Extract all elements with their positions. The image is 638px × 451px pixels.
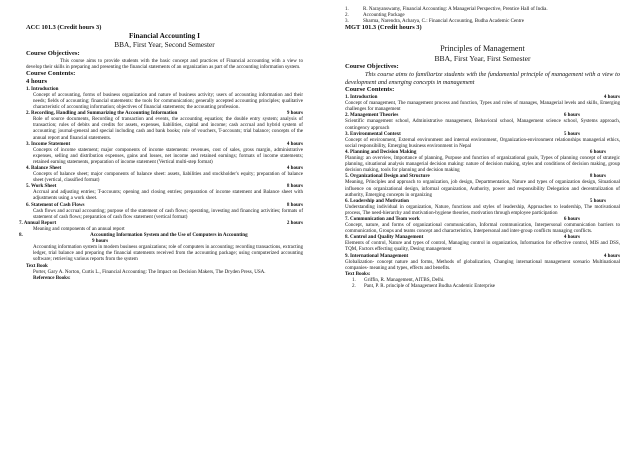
- acc-objectives-label: Course Objectives:: [26, 49, 80, 57]
- unit-hours: 4 hours: [286, 165, 303, 171]
- acc-reference-label: Reference Books:: [33, 274, 71, 281]
- textbook-number: 1.: [352, 276, 356, 283]
- unit-title: 4. Planning and Decision Making: [345, 148, 417, 155]
- unit-hours: 2 hours: [286, 219, 303, 226]
- mgt-unit-7: [345, 216, 620, 234]
- mgt-textbooks-label: Text Books:: [345, 270, 371, 277]
- mgt-objectives-text: This course aims to familiarize students with the fundamental principle of management with a view to development and emerging concepts in management: [345, 71, 620, 86]
- unit-title: 2. Management Theories: [345, 112, 399, 119]
- unit-text: Concept, nature, and forms of organizational communication, Informal communication, Interpersonal communication barriers to communication, Groups and teams concept and characteristics, Interpersonal and inter-group conflicts managing conflicts.: [345, 222, 620, 235]
- unit-text: Concepts of income statement; major components of income statements: revenues, cost of sales, gross margin, administrative expenses, selling and distribution expenses, gains and losses, net income and retained earnings; formats of income statements; retained earning statements, preparation of income statement (Vertical multi-step format): [33, 146, 303, 165]
- mgt-course-title: Principles of Management: [440, 44, 525, 54]
- ref-text: Accounting Package: [363, 12, 405, 19]
- unit-title: 5. Organizational Design and Structure: [345, 173, 430, 180]
- unit-text: Accounting information system in modern business organizations; role of computers in accounting; recording transactions, extracting ledger, trial balance and preparing the financial statements received from the accounting package; using computerized accounting software; retrieving various reports from the system: [33, 244, 303, 263]
- unit-title: 3. Environmental Context: [345, 130, 401, 137]
- acc-unit-8: [19, 232, 303, 263]
- textbook-text: Pant, P. R. principle of Management Budha Academic Enterprise: [364, 283, 496, 289]
- unit-text: Concept of accounting, forms of business organization and nature of business activity; users of accounting information and their needs; fields of accounting; financial statements: the tools for communication; generally accepted accounting principles; qualitative characteristic of accounting information; objectives of financial statements; the accounting profession.: [33, 91, 303, 111]
- unit-hours: 4 hours: [286, 140, 303, 147]
- list-item: [345, 283, 620, 289]
- right-column: [335, 0, 638, 451]
- unit-title: 5. Work Sheet: [26, 183, 57, 190]
- unit-hours: 4 hours: [603, 252, 620, 259]
- unit-title: 7. Annual Report: [19, 219, 57, 226]
- unit-hours: 4 hours: [563, 234, 580, 241]
- unit-text: Globalization- concept nature and forms, Methods of globalization, Changing international management scenario Multinational companies- meaning and types, effects and benefits.: [345, 258, 620, 271]
- unit-text: Cash flows and accrual accounting; purpose of the statement of cash flows; operating, investing and financing activities; formats of statement of cash flows; preparation of cash flow statement (vertical format): [33, 207, 303, 220]
- unit-title: 8. Control and Quality Management: [345, 234, 424, 241]
- ref-text: R. Narayanswamy, Financial Accounting: A Managerial Perspective, Prentice Hall of India.: [363, 6, 548, 12]
- textbook-text: Griffin, R. Management, AITBS, Delhi.: [364, 276, 445, 283]
- ref-number: 3.: [345, 18, 349, 25]
- mgt-unit-3: [345, 131, 620, 149]
- ref-number: 2.: [345, 12, 349, 19]
- acc-textbook: Porter, Gary A. Norton, Curtis L., Financial Accounting: The Impact on Decision Makers, The Dryden Press, USA.: [33, 268, 266, 275]
- acc-course-title: Financial Accounting I: [129, 31, 200, 40]
- mgt-unit-2: [345, 112, 620, 130]
- unit-text: Concept of management, The management process and function, Types and roles of manages, Managerial levels and skills, Emerging challenges for management: [345, 100, 620, 113]
- mgt-unit-4: [345, 149, 620, 173]
- unit-text: Concepts of balance sheet; major components of balance sheet: assets, liabilities and stockholder's equity; preparation of balance sheet (vertical, classified format): [33, 171, 303, 184]
- unit-text: Elements of control, Nature and types of control, Managing control in organization, Information for effective control, MIS and DSS, TQM, Factors effecting quality, Desing management: [345, 240, 620, 253]
- unit-text: Scientific management school, Administrative management, Behavioral school, Management science school, Systems approach, contingency approach: [345, 118, 620, 131]
- unit-hours: 8 hours: [286, 183, 303, 190]
- unit-title: 3. Income Statement: [26, 140, 71, 147]
- acc-textbook-label: Text Book: [26, 262, 48, 269]
- unit-title: 9. International Management: [345, 252, 409, 259]
- unit-text: Planning: an overview, Importance of planning, Purpose and function of organizational goals, Types of planning concept of strategic planning, situational analysis managerial decision making: nature of decision making, styles and conditions of decision making, group decision making, tools for planning and decision making: [345, 155, 620, 174]
- mgt-unit-9: [345, 253, 620, 271]
- unit-hours: 8 hours: [589, 173, 606, 180]
- acc-unit-1: [26, 86, 303, 110]
- mgt-unit-5: [345, 173, 620, 197]
- unit-title: Accounting Information System and the Use of Computers in Accounting: [90, 232, 248, 239]
- mgt-unit-8: [345, 234, 620, 252]
- acc-unit-3: [26, 141, 303, 165]
- mgt-objectives-label: Course Objectives:: [345, 63, 399, 71]
- mgt-unit-6: [345, 198, 620, 216]
- unit-text: Accrual and adjusting entries; T-accounts; opening and closing entries; preparation of income statement and Balance sheet with adjustments using a work sheet.: [33, 189, 303, 202]
- unit-hours: 5 hours: [563, 130, 580, 137]
- unit-hours: 4 hours: [603, 94, 620, 101]
- unit-title: 1. Introduction: [345, 94, 378, 101]
- unit-text: Meaning and components of an annual report: [33, 225, 125, 232]
- unit-title: 2. Recording, Handling and Summarizing the Accounting Information: [26, 110, 178, 117]
- unit-hours: 6 hours: [589, 148, 606, 155]
- unit-hours: 6 hours: [563, 112, 580, 119]
- unit-title: 6. Statement of Cash Flows: [26, 201, 85, 208]
- acc-unit-6: [26, 202, 303, 220]
- unit-hours: 8 hours: [286, 201, 303, 208]
- unit-title: 6. Leadership and Motivation: [345, 197, 409, 204]
- acc-objectives-text: This course aims to provide students with the basic concept and practices of Financial accounting with a view to develop their skills in preparing and presenting the financial statements of an organization as part of the accounting information system.: [26, 57, 303, 70]
- acc-course-subtitle: BBA, First Year, Second Semester: [114, 39, 215, 49]
- mgt-unit-1: [345, 94, 620, 112]
- unit-number: 8.: [19, 232, 23, 239]
- mgt-course-id: MGT 101.3 (Credit hours 3): [345, 24, 422, 32]
- mgt-course-subtitle: BBA, First Year, First Semester: [434, 53, 531, 63]
- textbook-number: 2.: [352, 283, 356, 289]
- acc-unit-4: [26, 165, 303, 183]
- mgt-contents-label: Course Contents:: [345, 86, 395, 94]
- acc-unit-2: [26, 110, 303, 140]
- acc-unit-7: [19, 219, 303, 232]
- unit-title: 7. Communication and Team work: [345, 215, 420, 222]
- unit-hours: 5 hours: [589, 197, 606, 204]
- unit-text: Meaning, Principles and approach to organization, job design, Departmentation, Nature and types of organization design, Situational influence on organizational design, informal organization, Authority, power and responsibility Delegation and decentralization of authority, Emerging concepts in organizing: [345, 179, 620, 198]
- unit-title: 4. Balance Sheet: [26, 165, 62, 171]
- unit-text: Role of source documents, Recording of transaction and events, the accounting equation; the double entry system; analysis of transaction; rules of debits and credits for assets, expenses, liabilities, capital and income; cash accrual and hybrid system of accounting; journal-general and special including cash and bank books; role of vouchers, T-accounts; trial balance; concepts of the annual report and financial statements.: [33, 116, 303, 141]
- acc-course-id: ACC 101.3 (Credit hours 3): [26, 24, 102, 31]
- ref-number: 1.: [345, 6, 349, 12]
- unit-hours: 9 hours: [92, 238, 109, 245]
- ref-text: Sharma, Narendra, Acharya, C.: Financial Accounting, Budha Academic Centre: [363, 18, 525, 25]
- acc-reference-list: [345, 6, 620, 24]
- acc-unit-5: [26, 183, 303, 201]
- unit-hours: 6 hours: [563, 215, 580, 222]
- unit-title: 1. Introduction: [26, 85, 59, 92]
- unit-hours: 9 hours: [286, 110, 303, 117]
- acc-total-hours: 4 hours: [26, 77, 48, 85]
- unit-text: Concept of environment, External environment and internal environment, Organization-environment relationships managerial ethics, social responsibility, Emerging business environment in Nepal: [345, 136, 620, 149]
- acc-contents-label: Course Contents:: [26, 69, 76, 77]
- unit-text: Understanding individual in organization, Nature, functions and styles of leadership, Approaches to leadership, The motivational process, The need-hierarchy and motivation-hygiene theories, motivation through employee participation: [345, 203, 620, 216]
